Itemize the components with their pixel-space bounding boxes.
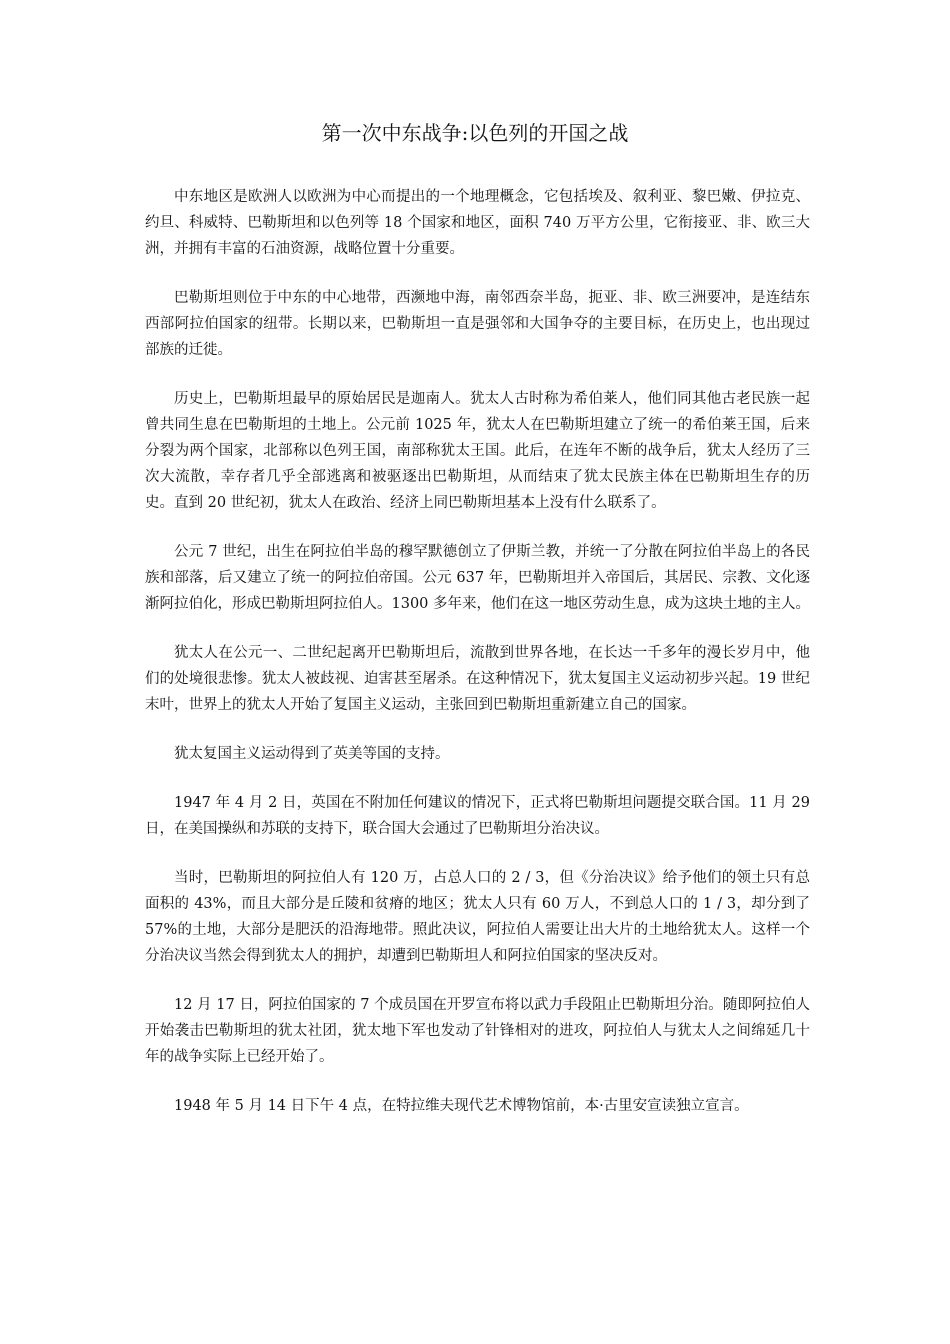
paragraph: 历史上，巴勒斯坦最早的原始居民是迦南人。犹太人古时称为希伯莱人，他们同其他古老民族一起曾共同生息在巴勒斯坦的土地上。公元前 1025 年，犹太人在巴勒斯坦建立了统一的希伯莱王国，后来分裂为两个国家，北部称以色列王国，南部称犹太王国。此后，在连年不断的战争后，犹太人经历了三次大流散，幸存者几乎全部逃离和被驱逐出巴勒斯坦，从而结束了犹太民族主体在巴勒斯坦生存的历史。直到 20 世纪初，犹太人在政治、经济上同巴勒斯坦基本上没有什么联系了。 (145, 391, 810, 511)
paragraph: 1948 年 5 月 14 日下午 4 点，在特拉维夫现代艺术博物馆前，本·古里安宣读独立宣言。 (174, 1098, 749, 1114)
paragraph: 1947 年 4 月 2 日，英国在不附加任何建议的情况下，正式将巴勒斯坦问题提交联合国。11 月 29 日，在美国操纵和苏联的支持下，联合国大会通过了巴勒斯坦分治决议。 (145, 795, 810, 837)
document-body (145, 184, 810, 1142)
paragraph: 当时，巴勒斯坦的阿拉伯人有 120 万，占总人口的 2 / 3，但《分治决议》给予他们的领土只有总面积的 43%，而且大部分是丘陵和贫瘠的地区；犹太人只有 60 万人，不到总人口的 1 / 3，却分到了 57%的土地，大部分是肥沃的沿海地带。照此决议，阿拉伯人需要让出大片的土地给犹太人。这样一个分治决议当然会得到犹太人的拥护，却遭到巴勒斯坦人和阿拉伯国家的坚决反对。 (145, 870, 810, 964)
paragraph: 12 月 17 日，阿拉伯国家的 7 个成员国在开罗宣布将以武力手段阻止巴勒斯坦分治。随即阿拉伯人开始袭击巴勒斯坦的犹太社团，犹太地下军也发动了针锋相对的进攻，阿拉伯人与犹太人之间绵延几十年的战争实际上已经开始了。 (145, 997, 810, 1065)
paragraph: 巴勒斯坦则位于中东的中心地带，西濒地中海，南邻西奈半岛，扼亚、非、欧三洲要冲，是连结东西部阿拉伯国家的纽带。长期以来，巴勒斯坦一直是强邻和大国争夺的主要目标，在历史上，也出现过部族的迁徙。 (145, 290, 810, 358)
paragraph: 犹太人在公元一、二世纪起离开巴勒斯坦后，流散到世界各地，在长达一千多年的漫长岁月中，他们的处境很悲惨。犹太人被歧视、迫害甚至屠杀。在这种情况下，犹太复国主义运动初步兴起。19 世纪末叶，世界上的犹太人开始了复国主义运动，主张回到巴勒斯坦重新建立自己的国家。 (145, 645, 810, 713)
document-title: 第一次中东战争:以色列的开国之战 (321, 121, 629, 145)
paragraph: 犹太复国主义运动得到了英美等国的支持。 (174, 746, 450, 762)
paragraph: 公元 7 世纪，出生在阿拉伯半岛的穆罕默德创立了伊斯兰教，并统一了分散在阿拉伯半岛上的各民族和部落，后又建立了统一的阿拉伯帝国。公元 637 年，巴勒斯坦并入帝国后，其居民、宗教、文化逐渐阿拉伯化，形成巴勒斯坦阿拉伯人。1300 多年来，他们在这一地区劳动生息，成为这块土地的主人。 (145, 544, 811, 612)
paragraph: 中东地区是欧洲人以欧洲为中心而提出的一个地理概念，它包括埃及、叙利亚、黎巴嫩、伊拉克、约旦、科威特、巴勒斯坦和以色列等 18 个国家和地区，面积 740 万平方公里，它衔接亚、非、欧三大洲，并拥有丰富的石油资源，战略位置十分重要。 (145, 189, 810, 257)
